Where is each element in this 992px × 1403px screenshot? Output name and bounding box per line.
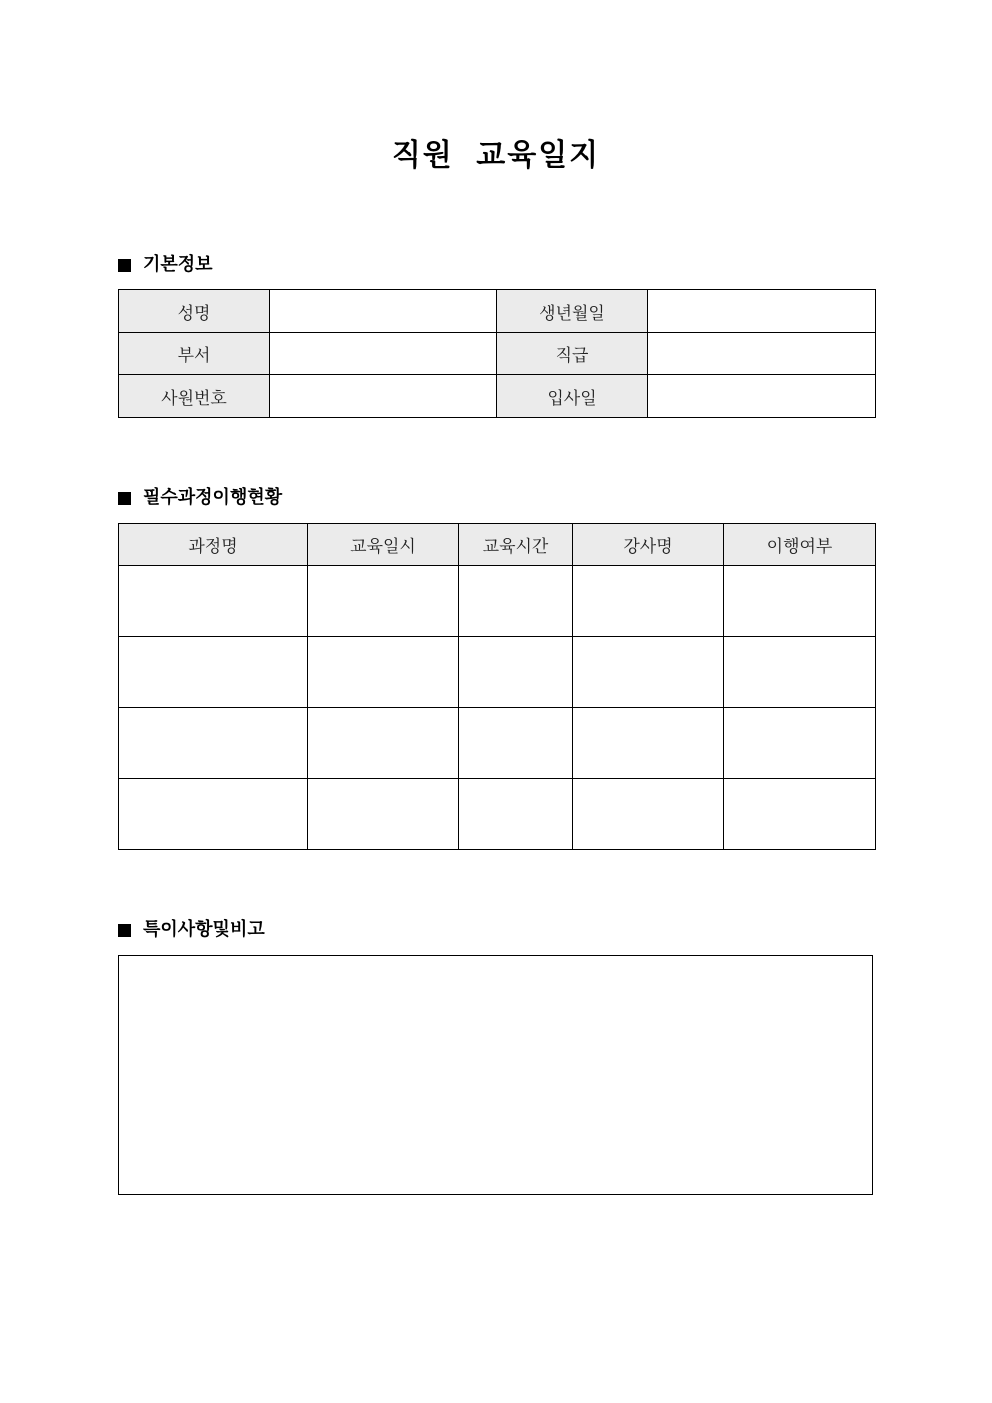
table-header-row <box>119 524 876 566</box>
courses-heading-label: 필수과정이행현황 <box>143 487 283 508</box>
square-bullet-icon <box>118 924 131 937</box>
column-header-instructor: 강사명 <box>573 524 724 566</box>
table-row <box>119 333 876 375</box>
basic-info-heading-label: 기본정보 <box>143 254 213 275</box>
column-header-training-date: 교육일시 <box>308 524 459 566</box>
training-hours-cell[interactable] <box>459 566 573 637</box>
employee-id-label: 사원번호 <box>119 375 270 418</box>
birthdate-field[interactable] <box>648 290 876 333</box>
instructor-cell[interactable] <box>573 779 724 850</box>
table-row <box>119 637 876 708</box>
completion-cell[interactable] <box>724 566 876 637</box>
employee-id-field[interactable] <box>270 375 497 418</box>
table-row <box>119 566 876 637</box>
training-date-cell[interactable] <box>308 708 459 779</box>
course-name-cell[interactable] <box>119 708 308 779</box>
training-date-cell[interactable] <box>308 566 459 637</box>
department-label: 부서 <box>119 333 270 375</box>
table-row <box>119 290 876 333</box>
notes-heading <box>118 918 265 942</box>
birthdate-label: 생년월일 <box>497 290 648 333</box>
document-title: 직원 교육일지 <box>391 138 601 173</box>
basic-info-table <box>118 289 876 418</box>
position-field[interactable] <box>648 333 876 375</box>
basic-info-heading <box>118 253 213 277</box>
table-row <box>119 779 876 850</box>
instructor-cell[interactable] <box>573 637 724 708</box>
course-name-cell[interactable] <box>119 779 308 850</box>
training-hours-cell[interactable] <box>459 708 573 779</box>
training-date-cell[interactable] <box>308 779 459 850</box>
completion-cell[interactable] <box>724 637 876 708</box>
course-name-cell[interactable] <box>119 566 308 637</box>
name-label: 성명 <box>119 290 270 333</box>
training-hours-cell[interactable] <box>459 779 573 850</box>
department-field[interactable] <box>270 333 497 375</box>
courses-heading <box>118 486 282 510</box>
completion-cell[interactable] <box>724 708 876 779</box>
name-field[interactable] <box>270 290 497 333</box>
table-row <box>119 708 876 779</box>
square-bullet-icon <box>118 492 131 505</box>
notes-heading-label: 특이사항및비고 <box>143 919 265 940</box>
completion-cell[interactable] <box>724 779 876 850</box>
table-row <box>119 375 876 418</box>
position-label: 직급 <box>497 333 648 375</box>
hire-date-label: 입사일 <box>497 375 648 418</box>
training-date-cell[interactable] <box>308 637 459 708</box>
hire-date-field[interactable] <box>648 375 876 418</box>
column-header-completion: 이행여부 <box>724 524 876 566</box>
instructor-cell[interactable] <box>573 566 724 637</box>
course-name-cell[interactable] <box>119 637 308 708</box>
column-header-training-hours: 교육시간 <box>459 524 573 566</box>
column-header-course-name: 과정명 <box>119 524 308 566</box>
training-hours-cell[interactable] <box>459 637 573 708</box>
square-bullet-icon <box>118 259 131 272</box>
notes-field[interactable] <box>118 955 873 1195</box>
instructor-cell[interactable] <box>573 708 724 779</box>
courses-table <box>118 523 876 850</box>
